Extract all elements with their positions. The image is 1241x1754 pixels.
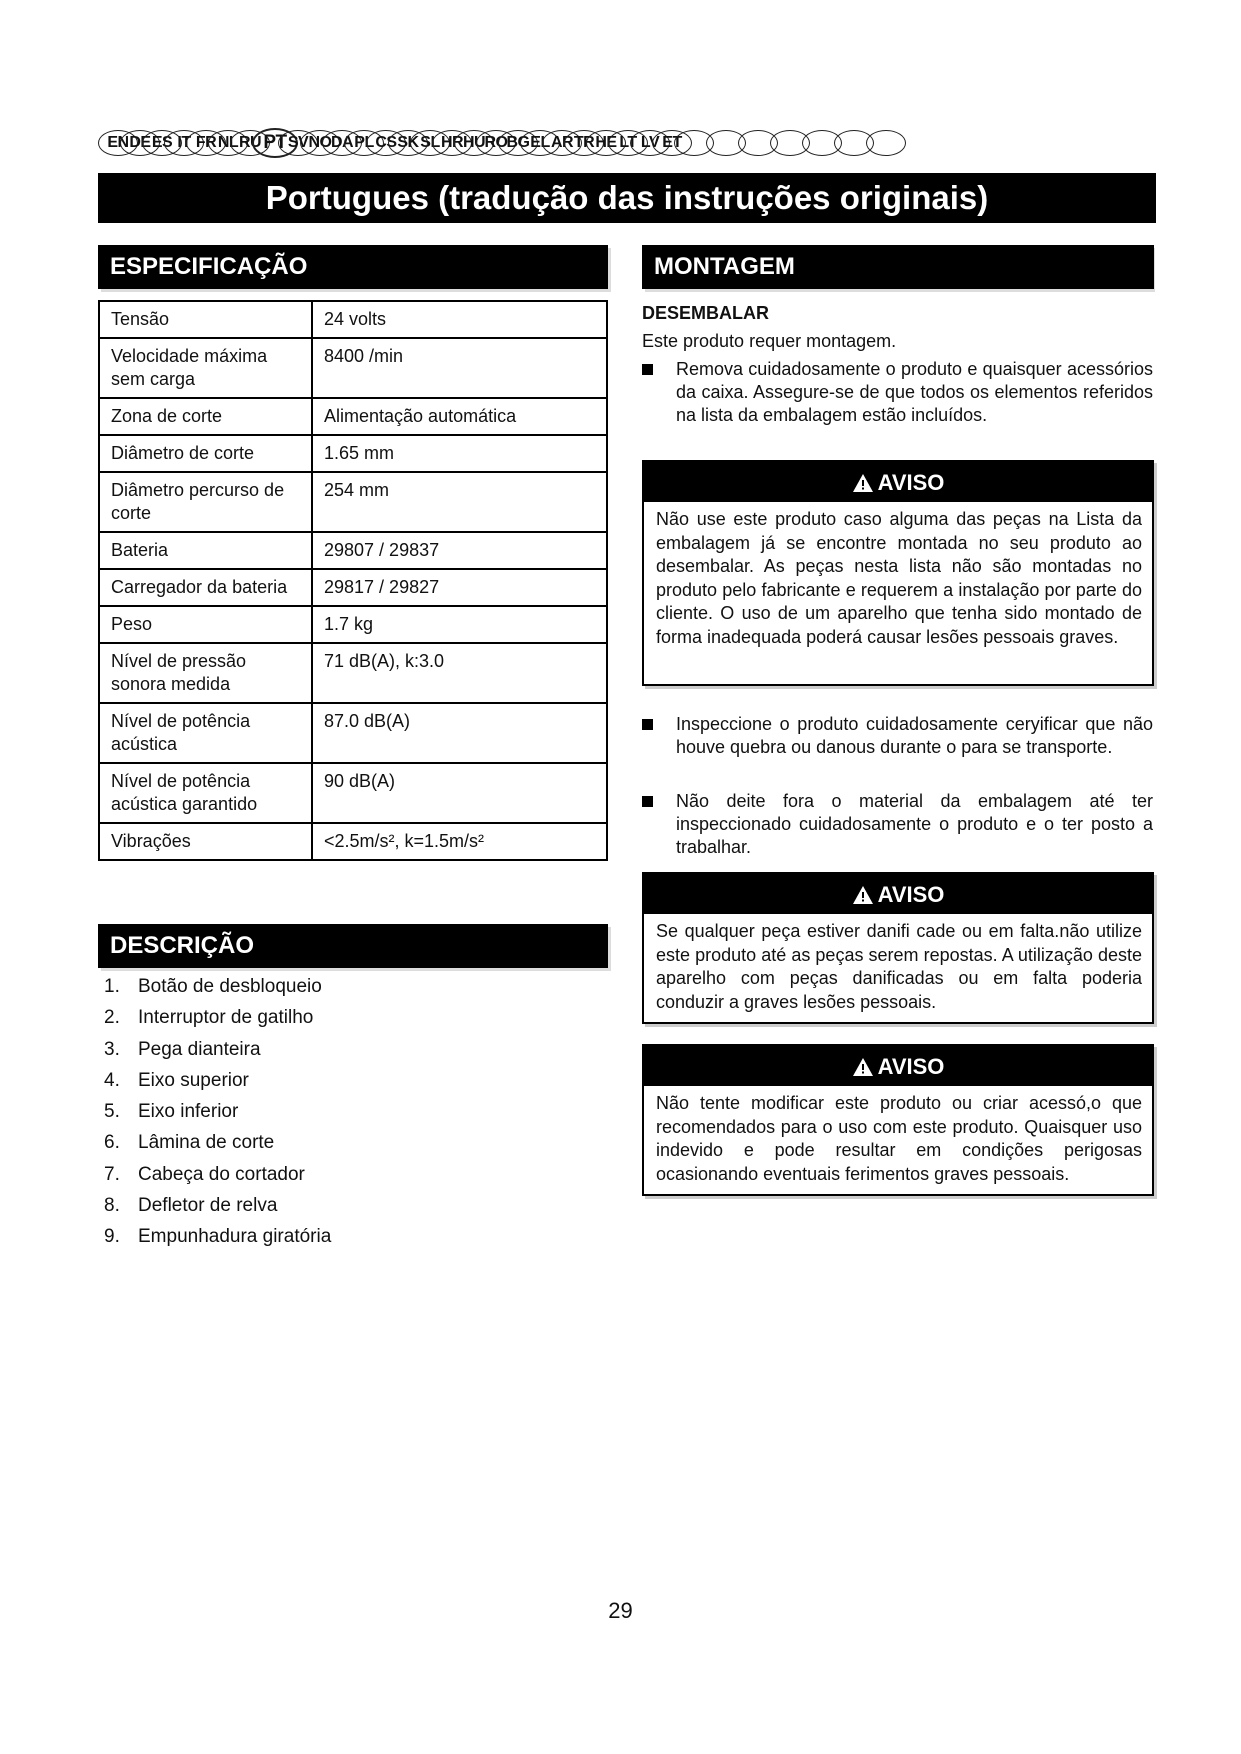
spec-row [99,398,607,435]
description-item-number: 2. [104,1007,120,1029]
description-item-number: 7. [104,1163,120,1185]
description-list [104,975,331,1257]
language-tab-en[interactable]: EN [98,130,138,156]
spec-value: 90 dB(A) [312,763,607,823]
language-tab-cs[interactable]: CS [366,130,406,156]
language-tab-hr[interactable]: HR [432,130,472,156]
unpacking-intro: Este produto requer montagem. [642,331,897,351]
language-tab-ro[interactable]: RO [476,130,516,156]
language-tab-sv[interactable]: SV [278,130,318,156]
warning-header: AVISO [644,462,1152,502]
spec-label: Carregador da bateria [99,569,312,606]
description-item-number: 3. [104,1038,120,1060]
spec-value: 254 mm [312,472,607,532]
description-item [104,1006,331,1037]
specification-table [98,300,608,861]
spec-value: 29817 / 29827 [312,569,607,606]
description-item [104,1038,331,1069]
unpacking-bullet: Não deite fora o material da embalagem até ter inspeccionado cuidadosamente o produto e o ter posto a trabalhar. [642,790,1153,859]
language-tab-lt[interactable]: LT [608,130,648,156]
language-tab-empty[interactable] [866,130,906,156]
description-item [104,1194,331,1225]
description-item-number: 8. [104,1195,120,1217]
spec-row [99,643,607,703]
spec-value: 1.65 mm [312,435,607,472]
spec-label: Nível de potência acústica [99,703,312,763]
spec-label: Nível de pressão sonora medida [99,643,312,703]
description-item-number: 6. [104,1132,120,1154]
warning-triangle-icon [852,1057,874,1077]
description-item-text: Botão de desbloqueio [138,976,322,997]
spec-label: Nível de potência acústica garantido [99,763,312,823]
spec-label: Tensão [99,301,312,338]
description-item-text: Lâmina de corte [138,1132,275,1154]
language-tab-he[interactable]: HE [586,130,626,156]
description-item [104,1163,331,1194]
description-item-text: Empunhadura giratória [138,1226,332,1248]
warning-box [642,872,1154,1024]
language-tab-el[interactable]: EL [520,130,560,156]
spec-value: 1.7 kg [312,606,607,643]
description-item-text: Eixo superior [138,1069,249,1091]
spec-value: 24 volts [312,301,607,338]
spec-label: Peso [99,606,312,643]
section-montagem-heading: MONTAGEM [642,245,1154,289]
spec-row [99,301,607,338]
language-tab-ru[interactable]: RU [230,130,270,156]
language-tab-de[interactable]: DE [120,130,160,156]
spec-row [99,823,607,860]
section-descricao-heading: DESCRIÇÃO [98,924,608,968]
spec-row [99,763,607,823]
warning-text: Não tente modificar este produto ou criar acessó,o que recomendados para o uso com este produto. Quaisquer uso indevido e pode resultar em condições perigosas ocasionando eventuais ferimentos graves pessoais. [656,1093,1142,1184]
warning-box [642,460,1154,686]
warning-text: Se qualquer peça estiver danifi cade ou em falta.não utilize este produto até as peças serem repostas. A utilização deste aparelho com peças danificadas ou em falta poderia conduzir a graves lesões pessoais. [656,921,1142,1012]
description-item [104,1131,331,1162]
language-tab-da[interactable]: DA [322,130,362,156]
spec-label: Vibrações [99,823,312,860]
description-item-text: Cabeça do cortador [138,1163,305,1185]
spec-row [99,532,607,569]
description-item-number: 4. [104,1069,120,1091]
language-tab-es[interactable]: ES [142,130,182,156]
language-tab-sk[interactable]: SK [388,130,428,156]
bullet-square-icon [642,719,653,730]
bullet-square-icon [642,796,653,807]
language-tab-nl[interactable]: NL [208,130,248,156]
language-tab-bg[interactable]: BG [498,130,538,156]
language-tab-no[interactable]: NO [300,130,340,156]
spec-label: Diâmetro de corte [99,435,312,472]
warning-text: Não use este produto caso alguma das peças na Lista da embalagem já se encontre montada no seu produto ao desembalar. As peças nesta lista não são montadas no produto pelo fabricante e requerem a instalação por parte do cliente. O uso de um aparelho que tenha sido montado de forma inadequada poderá causar lesões pessoais graves. [656,509,1142,647]
spec-value: 29807 / 29837 [312,532,607,569]
warning-box [642,1044,1154,1196]
language-tab-hu[interactable]: HU [454,130,494,156]
spec-row [99,472,607,532]
language-tab-sl[interactable]: SL [410,130,450,156]
spec-value: 87.0 dB(A) [312,703,607,763]
language-tab-et[interactable]: ET [652,130,692,156]
spec-label: Zona de corte [99,398,312,435]
description-item-number: 1. [104,976,120,997]
spec-value: <2.5m/s², k=1.5m/s² [312,823,607,860]
description-item-text: Interruptor de gatilho [138,1007,314,1029]
unpacking-heading: DESEMBALAR [642,303,770,323]
description-item-text: Eixo inferior [138,1101,239,1123]
language-tab-lv[interactable]: LV [630,130,670,156]
description-item [104,975,331,1006]
spec-row [99,703,607,763]
language-tab-pt[interactable]: PT [252,128,298,158]
warning-header: AVISO [644,1046,1152,1086]
section-especificacao-heading: ESPECIFICAÇÃO [98,245,608,289]
spec-value: 8400 /min [312,338,607,398]
warning-triangle-icon [852,885,874,905]
language-tab-it[interactable]: IT [164,130,204,156]
unpacking-bullet: Remova cuidadosamente o produto e quaisquer acessórios da caixa. Assegure-se de que todos os elementos referidos na lista da embalagem estão incluídos. [642,358,1153,427]
description-item-text: Defletor de relva [138,1195,278,1217]
page-title: Portugues (tradução das instruções originais) [98,173,1156,223]
page-number: 29 [608,1598,633,1623]
description-item-text: Pega dianteira [138,1038,261,1060]
description-item-number: 9. [104,1226,120,1248]
spec-label: Bateria [99,532,312,569]
spec-label: Diâmetro percurso de corte [99,472,312,532]
spec-value: 71 dB(A), k:3.0 [312,643,607,703]
language-tab-fr[interactable]: FR [186,130,226,156]
spec-row [99,435,607,472]
spec-row [99,606,607,643]
language-tab-pl[interactable]: PL [344,130,384,156]
language-tab-tr[interactable]: TR [564,130,604,156]
description-item [104,1069,331,1100]
language-tab-ar[interactable]: AR [542,130,582,156]
warning-triangle-icon [852,473,874,493]
spec-row [99,338,607,398]
language-tab-bar [98,128,1158,162]
spec-value: Alimentação automática [312,398,607,435]
description-item [104,1225,331,1256]
unpacking-bullet: Inspeccione o produto cuidadosamente ceryificar que não houve quebra ou danous durante o para se transporte. [642,713,1153,759]
description-item-number: 5. [104,1101,120,1123]
description-item [104,1100,331,1131]
warning-header: AVISO [644,874,1152,914]
spec-row [99,569,607,606]
spec-label: Velocidade máxima sem carga [99,338,312,398]
bullet-square-icon [642,364,653,375]
